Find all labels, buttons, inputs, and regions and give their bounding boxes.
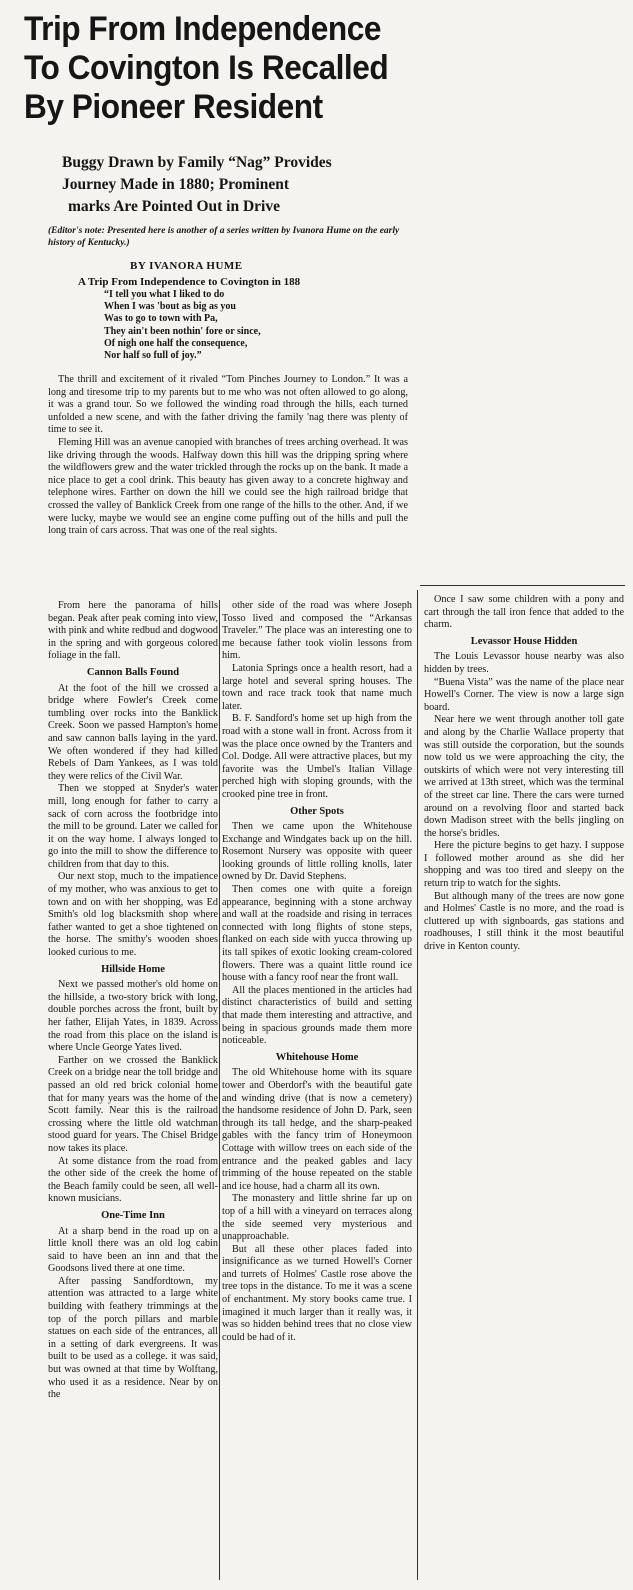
paragraph: Near here we went through another toll gate and along by the Charlie Wallace property that was still outside the corporation, but the sounds now told us we were approaching the city, the outskirts of which were not very interesting till we arrived at 13th street, which was the terminal of the street car line. There the cars were turned around on a revolving floor and started back down Madison street with the bells jingling on the horse's bridles.: [424, 714, 624, 839]
section-heading: Whitehouse Home: [275, 1051, 359, 1063]
paragraph: At the foot of the hill we crossed a bridge where Fowler's Creek come tumbling over rocks into the Banklick Creek. Soon we passed Hampton's home and saw cannon balls laying in the yard. We often wondered if they had killed Rebels of Dam Yankees, as I was told they were relics of the Civil War.: [48, 682, 218, 782]
paragraph: Then comes one with quite a foreign appearance, beginning with a stone archway and wall at the roadside and rising in terraces connected with long flights of stone steps, flanked on each side with yucca throwing up its tall spikes of exotic looking cream-colored flowers. There was a quaint little round ice house with a fancy roof near the front wall.: [222, 884, 412, 984]
poem-line: They ain't been nothin' fore or since,: [104, 325, 261, 337]
poem-line: Of nigh one half the consequence,: [104, 337, 248, 349]
editor-note: (Editor's note: Presented here is another of a series written by Ivanora Hume on the early history of Kentucky.): [48, 226, 400, 248]
paragraph: Once I saw some children with a pony and cart through the tall iron fence that added to the charm.: [424, 594, 624, 631]
poem-line: When I was 'bout as big as you: [104, 301, 236, 313]
paragraph: Here the picture begins to get hazy. I suppose I followed mother around as she did her shopping and was too tired and sleepy on the return trip to watch for the sights.: [424, 840, 624, 890]
paragraph: At some distance from the road from the other side of the creek the home of the Beach family could be seen, all well-known musicians.: [48, 1155, 218, 1205]
paragraph: All the places mentioned in the articles had distinct characteristics of build and setting that made them interesting and attractive, and being in spacious grounds made them more noticeable.: [222, 984, 412, 1047]
poem: [104, 289, 261, 362]
column-divider: [219, 600, 220, 1580]
paragraph: Farther on we crossed the Banklick Creek on a bridge near the toll bridge and passed an old red brick colonial home that for many years was the home of the Scott family. Near this is the railroad crossing where the little old watchman stood guard for years. The Chisel Bridge now takes its place.: [48, 1054, 218, 1154]
poem-title: A Trip From Independence to Covington in 188: [78, 276, 301, 288]
poem-line: Nor half so full of joy.”: [104, 350, 202, 362]
intro-column: [48, 374, 408, 538]
column-1: [48, 600, 218, 1402]
paragraph: At a sharp bend in the road up on a little knoll there was an old log cabin said to have been an inn and that the Goodsons lived there at one time.: [48, 1225, 218, 1275]
paragraph: But although many of the trees are now gone and Holmes' Castle is no more, and the road is cluttered up with signboards, gas stations and roadhouses, I still think it the most beautiful drive in Kenton county.: [424, 890, 624, 953]
paragraph: Our next stop, much to the impatience of my mother, who was anxious to get to town and on with her shopping, was Ed Smith's old log blacksmith shop where father wanted to get a shoe tightened on the horse. The smithy's wooden shoes looked curious to me.: [48, 871, 218, 959]
column-divider: [417, 590, 418, 1580]
headline-line-1: Trip From Independence: [24, 10, 381, 48]
paragraph: Latonia Springs once a health resort, had a large hotel and several spring houses. The town and race track took that name much later.: [222, 662, 412, 712]
section-heading: Hillside Home: [101, 963, 165, 975]
paragraph: “Buena Vista” was the name of the place near Howell's Corner. The view is now a large sign board.: [424, 676, 624, 713]
section-heading: One-Time Inn: [101, 1209, 165, 1221]
poem-line: “I tell you what I liked to do: [104, 289, 225, 300]
headline-line-2: To Covington Is Recalled: [24, 49, 389, 87]
column-3: [424, 594, 624, 954]
paragraph: The monastery and little shrine far up on top of a hill with a vineyard on terraces along the side seemed very mysterious and unapproachable.: [222, 1193, 412, 1243]
paragraph: The thrill and excitement of it rivaled “Tom Pinches Journey to London.” It was a long and tiresome trip to my parents but to me who was not often allowed to go along, it was a grand tour. So we followed the winding road through the hills, each turned unfolded a new scene, and with the father driving the family 'nag there was plenty of time to see it.: [48, 374, 408, 436]
paragraph: From here the panorama of hills began. Peak after peak coming into view, with pink and white redbud and dogwood in the spring and with gorgeous colored foliage in the fall.: [48, 600, 218, 662]
section-heading: Cannon Balls Found: [86, 666, 180, 678]
column-divider: [420, 585, 625, 586]
paragraph: Fleming Hill was an avenue canopied with branches of trees arching overhead. It was like driving through the woods. Halfway down this hill was the dripping spring where the wildflowers grew and the water trickled through the rocks up on the bank. It made a nice place to get a cool drink. This beauty has given away to a concrete highway and telephone wires. Farther on down the hill we could see the high railroad bridge that crossed the valley of Banklick Creek from one range of the hills to the other. And, if we were lucky, maybe we would see an engine come puffing out of the hills and pull the long train of cars across. That was one of the real sights.: [48, 436, 408, 537]
byline: BY IVANORA HUME: [130, 260, 243, 272]
column-2: [222, 600, 412, 1344]
headline-line-3: By Pioneer Resident: [24, 88, 323, 126]
headline: [24, 10, 582, 127]
deck-line-2: Journey Made in 1880; Prominent: [62, 176, 290, 193]
paragraph: After passing Sandfordtown, my attention was attracted to a large white building with feathery trimmings at the top of the porch pillars and marble statues on each side of the entrances, all in a setting of dark evergreens. It was built to be used as a college. it was said, but was owned at that time by Wolftang, who used it as a residence. Near by on the: [48, 1275, 218, 1401]
paragraph: Then we stopped at Snyder's water mill, long enough for father to carry a sack of corn across the footbridge into the mill to be ground. Later we called for it on the way home. I always longed to go into the mill to show the difference to children from that day to this.: [48, 783, 218, 870]
paragraph: other side of the road was where Joseph Tosso lived and composed the “Arkansas Traveler.” The place was an interesting one to me because father took violin lessons from him.: [222, 600, 412, 662]
deck-line-3: marks Are Pointed Out in Drive: [68, 198, 280, 215]
paragraph: Then we came upon the Whitehouse Exchange and Windgates back up on the hill. Rosemont Nursery was opposite with queer looking grounds of little rolling knolls, later owned by Dr. David Stephens.: [222, 821, 412, 883]
section-heading: Levassor House Hidden: [470, 635, 578, 647]
paragraph: The Louis Levassor house nearby was also hidden by trees.: [424, 651, 624, 675]
paragraph: The old Whitehouse home with its square tower and Oberdorf's with the beautiful gate and winding drive (that is now a cemetery) the handsome residence of John D. Park, seen through its tall hedge, and the sharp-peaked gables with the fancy trim of Honeymoon Cottage with willow trees on each side of the entrance and the peaked gables and lacy trimming of the house repeated on the stable and ice house, had a charm all its own.: [222, 1067, 412, 1192]
section-heading: Other Spots: [290, 805, 344, 817]
deck: [62, 152, 502, 218]
paragraph: B. F. Sandford's home set up high from the road with a stone wall in front. Across from it was the place once owned by the Tranters and Col. Dodge. All were attractive places, but my favorite was the Umbel's Italian Village perched high with sloping grounds, with the crooked pine tree in front.: [222, 713, 412, 800]
deck-line-1: Buggy Drawn by Family “Nag” Provides: [62, 154, 332, 171]
paragraph: But all these other places faded into insignificance as we turned Howell's Corner and turrets of Holmes' Castle rose above the tree tops in the distance. To me it was a scene of enchantment. My story books came true. I imagined it much larger than it really was, it was so hidden behind trees that no close view could be had of it.: [222, 1243, 412, 1343]
poem-line: Was to go to town with Pa,: [104, 313, 218, 325]
paragraph: Next we passed mother's old home on the hillside, a two-story brick with long, double porches across the front, built by her father, Elijah Yates, in 1839. Across the road from this place on the island is where Uncle George Yates lived.: [48, 979, 218, 1054]
